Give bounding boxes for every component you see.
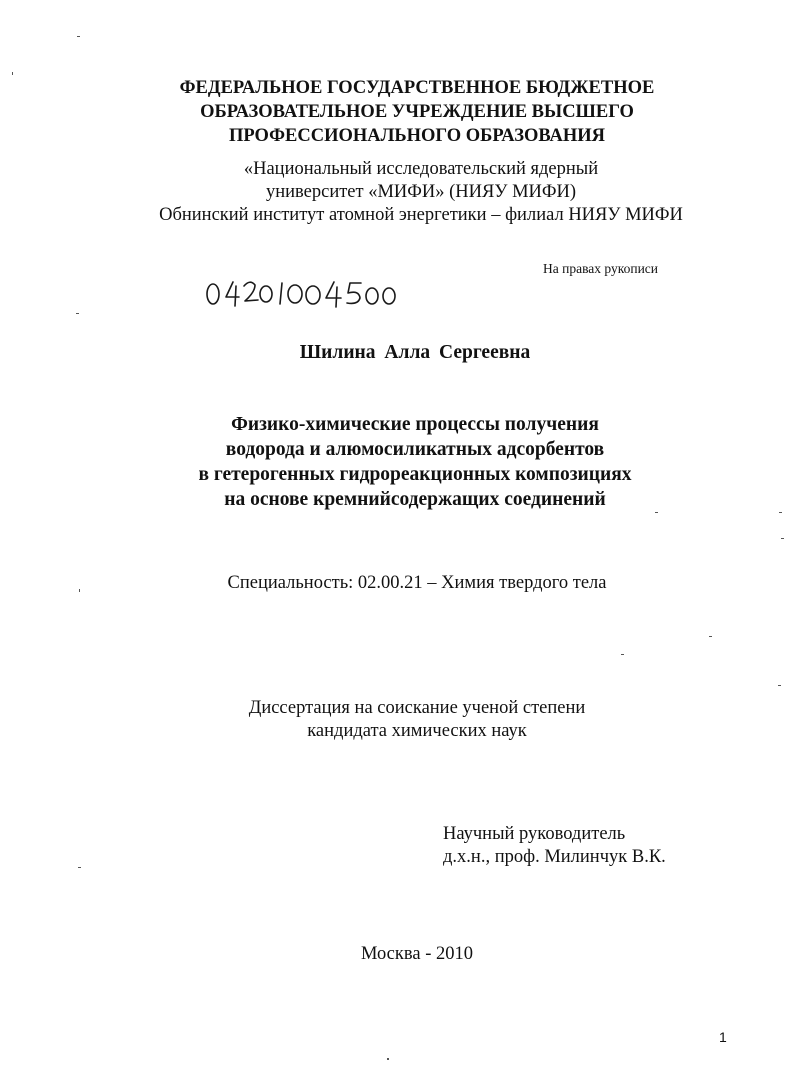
scan-speck (621, 654, 624, 655)
institution-name (22, 158, 798, 227)
degree-statement (18, 697, 798, 743)
degree-line: кандидата химических наук (307, 721, 527, 741)
institution-line: «Национальный исследовательский ядерный (243, 159, 599, 179)
scan-speck (778, 685, 781, 686)
title-line: в гетерогенных гидрореакционных композициях (198, 464, 632, 485)
header-line: ОБРАЗОВАТЕЛЬНОЕ УЧРЕЖДЕНИЕ ВЫСШЕГО (200, 102, 634, 122)
page-number: 1 (719, 1029, 727, 1045)
scan-speck (79, 589, 80, 592)
header-line: ФЕДЕРАЛЬНОЕ ГОСУДАРСТВЕННОЕ БЮДЖЕТНОЕ (179, 78, 655, 98)
scan-speck (77, 36, 80, 37)
city-year: Москва - 2010 (360, 944, 473, 964)
title-line: Физико-химические процессы получения (231, 414, 599, 435)
title-line: водорода и алюмосиликатных адсорбентов (225, 439, 605, 460)
scan-speck (781, 538, 784, 539)
header-line: ПРОФЕССИОНАЛЬНОГО ОБРАЗОВАНИЯ (228, 126, 606, 146)
scan-speck (779, 512, 782, 513)
institution-line: университет «МИФИ» (НИЯУ МИФИ) (265, 182, 577, 202)
supervisor-line: Научный руководитель (443, 824, 626, 844)
dissertation-title (16, 412, 798, 512)
rights-note: На правах рукописи (543, 261, 659, 276)
organization-header (18, 76, 798, 148)
title-line: на основе кремнийсодержащих соединений (224, 489, 606, 510)
degree-line: Диссертация на соискание ученой степени (248, 698, 586, 718)
scan-speck (12, 72, 13, 75)
institution-line: Обнинский институт атомной энергетики – филиал НИЯУ МИФИ (159, 205, 683, 225)
scan-speck (655, 512, 658, 513)
scan-speck (387, 1058, 389, 1060)
specialty: Специальность: 02.00.21 – Химия твердого тела (227, 573, 607, 593)
supervisor-block (443, 823, 666, 869)
scan-speck (76, 313, 79, 314)
supervisor-line: д.х.н., проф. Милинчук В.К. (443, 847, 666, 867)
author-name: Шилина Алла Сергеевна (299, 342, 531, 363)
handwritten-registration-number (203, 274, 403, 314)
scan-speck (709, 636, 712, 637)
scan-speck (78, 867, 81, 868)
